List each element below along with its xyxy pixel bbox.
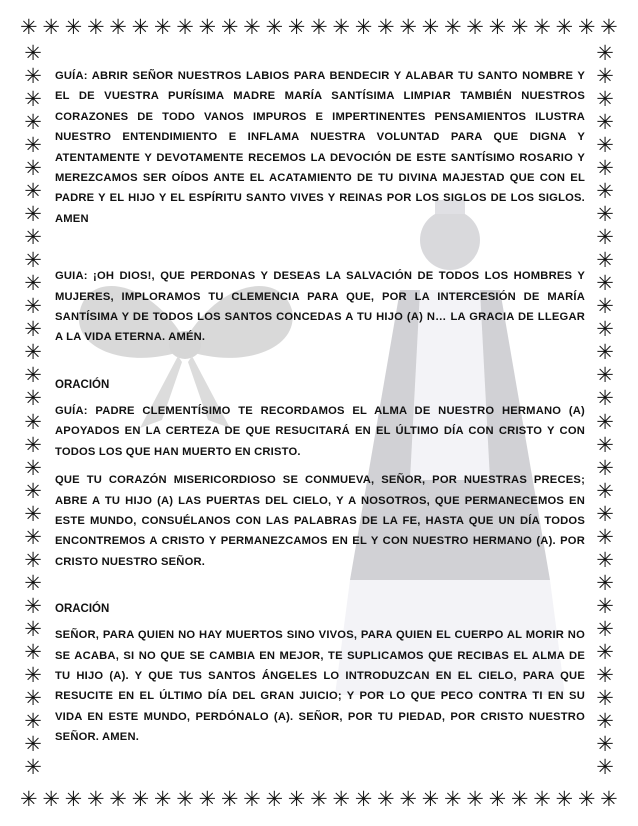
- paragraph-senor: SEÑOR, PARA QUIEN NO HAY MUERTOS SINO VIVOS, PARA QUIEN EL CUERPO AL MORIR NO SE ACABA, SI NO QUE SE CAMBIA EN MEJOR, TE SUPLICAMOS QUE RECIBAS EL ALMA DE TU HIJO (A). Y QUE TUS SANTOS ÁNGELES LO INTRODUZCAN EN EL CIELO, PARA QUE RESUCITE EN EL ÚLTIMO DÍA DEL GRAN JUICIO; Y POR LO QUE PECO CONTRA TI EN SU VIDA EN ESTE MUNDO, PERDÓNALO (A). SEÑOR, POR TU PIEDAD, POR CRISTO NUESTRO SEÑOR. AMEN.: [55, 629, 585, 744]
- asterisk-ornament-icon: ✳: [332, 15, 350, 39]
- asterisk-ornament-icon: ✳: [42, 15, 60, 39]
- asterisk-ornament-icon: ✳: [287, 15, 306, 39]
- asterisk-ornament-icon: ✳: [24, 662, 42, 687]
- asterisk-ornament-icon: ✳: [24, 731, 42, 756]
- asterisk-ornament-icon: ✳: [596, 409, 614, 434]
- asterisk-ornament-icon: ✳: [24, 386, 42, 411]
- asterisk-ornament-icon: ✳: [443, 787, 462, 811]
- asterisk-ornament-icon: ✳: [596, 294, 614, 319]
- asterisk-ornament-icon: ✳: [466, 15, 484, 39]
- asterisk-ornament-icon: ✳: [596, 271, 614, 296]
- asterisk-ornament-icon: ✳: [596, 731, 614, 756]
- asterisk-ornament-icon: ✳: [109, 15, 127, 39]
- asterisk-ornament-icon: ✳: [287, 787, 306, 811]
- asterisk-ornament-icon: ✳: [24, 432, 42, 457]
- asterisk-ornament-icon: ✳: [596, 547, 614, 572]
- asterisk-ornament-icon: ✳: [176, 15, 194, 39]
- asterisk-ornament-icon: ✳: [596, 685, 614, 710]
- asterisk-ornament-icon: ✳: [153, 787, 172, 811]
- asterisk-ornament-icon: ✳: [220, 787, 239, 811]
- asterisk-ornament-icon: ✳: [488, 787, 507, 811]
- asterisk-ornament-icon: ✳: [24, 294, 42, 319]
- asterisk-ornament-icon: ✳: [596, 179, 614, 204]
- asterisk-ornament-icon: ✳: [265, 15, 284, 39]
- asterisk-ornament-icon: ✳: [131, 787, 150, 811]
- asterisk-ornament-icon: ✳: [20, 15, 38, 39]
- asterisk-ornament-icon: ✳: [596, 478, 614, 503]
- border-left: [20, 42, 46, 778]
- asterisk-ornament-icon: ✳: [24, 708, 42, 733]
- asterisk-ornament-icon: ✳: [577, 787, 596, 811]
- paragraph-padre-clementisimo: GUÍA: PADRE CLEMENTÍSIMO TE RECORDAMOS EL ALMA DE NUESTRO HERMANO (A) APOYADOS EN LA CERTEZA DE QUE RESUCITARÁ EN EL ÚLTIMO DÍA CON CRISTO Y CON TODOS LOS QUE HAN MUERTO EN CRISTO.: [55, 404, 585, 458]
- asterisk-ornament-icon: ✳: [86, 15, 105, 39]
- asterisk-ornament-icon: ✳: [153, 15, 172, 39]
- asterisk-ornament-icon: ✳: [109, 787, 127, 811]
- asterisk-ornament-icon: ✳: [24, 754, 42, 779]
- asterisk-ornament-icon: ✳: [64, 15, 83, 39]
- asterisk-ornament-icon: ✳: [596, 340, 614, 365]
- asterisk-ornament-icon: ✳: [555, 15, 574, 39]
- asterisk-ornament-icon: ✳: [596, 248, 614, 273]
- asterisk-ornament-icon: ✳: [596, 64, 614, 89]
- asterisk-ornament-icon: ✳: [24, 524, 42, 549]
- asterisk-ornament-icon: ✳: [332, 787, 350, 811]
- asterisk-ornament-icon: ✳: [42, 787, 60, 811]
- asterisk-ornament-icon: ✳: [488, 15, 507, 39]
- asterisk-ornament-icon: ✳: [596, 225, 614, 250]
- asterisk-ornament-icon: ✳: [24, 179, 42, 204]
- asterisk-ornament-icon: ✳: [24, 616, 42, 641]
- asterisk-ornament-icon: ✳: [596, 110, 614, 135]
- asterisk-ornament-icon: ✳: [443, 15, 462, 39]
- asterisk-ornament-icon: ✳: [24, 87, 42, 112]
- asterisk-ornament-icon: ✳: [596, 593, 614, 618]
- asterisk-ornament-icon: ✳: [86, 787, 105, 811]
- asterisk-ornament-icon: ✳: [243, 15, 261, 39]
- asterisk-ornament-icon: ✳: [265, 787, 284, 811]
- asterisk-ornament-icon: ✳: [596, 432, 614, 457]
- asterisk-ornament-icon: ✳: [24, 225, 42, 250]
- asterisk-ornament-icon: ✳: [596, 317, 614, 342]
- asterisk-ornament-icon: ✳: [596, 501, 614, 526]
- asterisk-ornament-icon: ✳: [24, 110, 42, 135]
- border-top: [20, 14, 618, 40]
- asterisk-ornament-icon: ✳: [24, 570, 42, 595]
- asterisk-ornament-icon: ✳: [198, 787, 217, 811]
- asterisk-ornament-icon: ✳: [596, 570, 614, 595]
- asterisk-ornament-icon: ✳: [377, 787, 395, 811]
- asterisk-ornament-icon: ✳: [596, 363, 614, 388]
- asterisk-ornament-icon: ✳: [596, 455, 614, 480]
- asterisk-ornament-icon: ✳: [596, 133, 614, 158]
- asterisk-ornament-icon: ✳: [243, 787, 261, 811]
- asterisk-ornament-icon: ✳: [533, 15, 551, 39]
- asterisk-ornament-icon: ✳: [596, 87, 614, 112]
- asterisk-ornament-icon: ✳: [399, 15, 417, 39]
- asterisk-ornament-icon: ✳: [24, 156, 42, 181]
- asterisk-ornament-icon: ✳: [354, 15, 373, 39]
- asterisk-ornament-icon: ✳: [198, 15, 217, 39]
- prayer-text: [55, 66, 585, 748]
- border-bottom: [20, 786, 618, 812]
- asterisk-ornament-icon: ✳: [600, 787, 618, 811]
- asterisk-ornament-icon: ✳: [24, 41, 42, 65]
- asterisk-ornament-icon: ✳: [596, 616, 614, 641]
- asterisk-ornament-icon: ✳: [24, 340, 42, 365]
- asterisk-ornament-icon: ✳: [421, 15, 440, 39]
- asterisk-ornament-icon: ✳: [24, 501, 42, 526]
- asterisk-ornament-icon: ✳: [596, 41, 614, 65]
- asterisk-ornament-icon: ✳: [596, 524, 614, 549]
- asterisk-ornament-icon: ✳: [24, 409, 42, 434]
- asterisk-ornament-icon: ✳: [24, 248, 42, 273]
- asterisk-ornament-icon: ✳: [24, 547, 42, 572]
- asterisk-ornament-icon: ✳: [596, 386, 614, 411]
- asterisk-ornament-icon: ✳: [577, 15, 596, 39]
- asterisk-ornament-icon: ✳: [24, 593, 42, 618]
- asterisk-ornament-icon: ✳: [24, 64, 42, 89]
- asterisk-ornament-icon: ✳: [354, 787, 373, 811]
- asterisk-ornament-icon: ✳: [596, 754, 614, 779]
- border-right: [592, 42, 618, 778]
- asterisk-ornament-icon: ✳: [399, 787, 417, 811]
- paragraph-corazon-misericordioso: QUE TU CORAZÓN MISERICORDIOSO SE CONMUEVA, SEÑOR, POR NUESTRAS PRECES; ABRE A TU HIJO (A) LAS PUERTAS DEL CIELO, Y A NOSOTROS, QUE PERMANECEMOS EN ESTE MUNDO, CONSUÉLANOS CON LAS PALABRAS DE LA FE, HASTA QUE UN DÍA TODOS ENCONTREMOS A CRISTO Y PERMANEZCAMOS EN EL Y CON NUESTRO HERMANO (A). POR CRISTO NUESTRO SEÑOR.: [55, 474, 585, 568]
- asterisk-ornament-icon: ✳: [24, 478, 42, 503]
- asterisk-ornament-icon: ✳: [20, 787, 38, 811]
- asterisk-ornament-icon: ✳: [310, 787, 328, 811]
- asterisk-ornament-icon: ✳: [24, 202, 42, 227]
- asterisk-ornament-icon: ✳: [600, 15, 618, 39]
- paragraph-intercession: GUIA: ¡OH DIOS!, QUE PERDONAS Y DESEAS LA SALVACIÓN DE TODOS LOS HOMBRES Y MUJERES, IMPLORAMOS TU CLEMENCIA PARA QUE, POR LA INTERCESIÓN DE MARÍA SANTÍSIMA Y DE TODOS LOS SANTOS CONCEDAS A TU HIJO (A) N… LA GRACIA DE LLEGAR A LA VIDA ETERNA. AMÉN.: [55, 270, 585, 344]
- asterisk-ornament-icon: ✳: [24, 271, 42, 296]
- asterisk-ornament-icon: ✳: [466, 787, 484, 811]
- asterisk-ornament-icon: ✳: [24, 639, 42, 664]
- heading-oracion-1: ORACIÓN: [55, 378, 110, 391]
- asterisk-ornament-icon: ✳: [24, 133, 42, 158]
- asterisk-ornament-icon: ✳: [24, 685, 42, 710]
- asterisk-ornament-icon: ✳: [510, 787, 529, 811]
- asterisk-ornament-icon: ✳: [596, 156, 614, 181]
- asterisk-ornament-icon: ✳: [555, 787, 574, 811]
- asterisk-ornament-icon: ✳: [421, 787, 440, 811]
- asterisk-ornament-icon: ✳: [377, 15, 395, 39]
- paragraph-opening: GUÍA: ABRIR SEÑOR NUESTROS LABIOS PARA BENDECIR Y ALABAR TU SANTO NOMBRE Y EL DE VUESTRA PURÍSIMA MADRE MARÍA SANTÍSIMA LIMPIAR TAMBIÉN NUESTROS CORAZONES DE TODO VANOS IMPUROS E IMPERTINENTES PENSAMIENTOS ILUSTRA NUESTRO ENTENDIMIENTO E INFLAMA NUESTRA VOLUNTAD PARA QUE DIGNA Y ATENTAMENTE Y DEVOTAMENTE RECEMOS LA DEVOCIÓN DE ESTE SANTÍSIMO ROSARIO Y MEREZCAMOS SER OÍDOS ANTE EL ACATAMIENTO DE TU DIVINA MAJESTAD QUE CON EL PADRE Y EL HIJO Y EL ESPÍRITU SANTO VIVES Y REINAS POR LOS SIGLOS DE LOS SIGLOS. AMEN: [55, 70, 585, 225]
- asterisk-ornament-icon: ✳: [596, 202, 614, 227]
- asterisk-ornament-icon: ✳: [176, 787, 194, 811]
- asterisk-ornament-icon: ✳: [510, 15, 529, 39]
- asterisk-ornament-icon: ✳: [131, 15, 150, 39]
- heading-oracion-2: ORACIÓN: [55, 603, 110, 616]
- asterisk-ornament-icon: ✳: [24, 363, 42, 388]
- asterisk-ornament-icon: ✳: [24, 455, 42, 480]
- asterisk-ornament-icon: ✳: [533, 787, 551, 811]
- asterisk-ornament-icon: ✳: [220, 15, 239, 39]
- asterisk-ornament-icon: ✳: [596, 662, 614, 687]
- asterisk-ornament-icon: ✳: [596, 708, 614, 733]
- asterisk-ornament-icon: ✳: [310, 15, 328, 39]
- asterisk-ornament-icon: ✳: [596, 639, 614, 664]
- asterisk-ornament-icon: ✳: [64, 787, 83, 811]
- asterisk-ornament-icon: ✳: [24, 317, 42, 342]
